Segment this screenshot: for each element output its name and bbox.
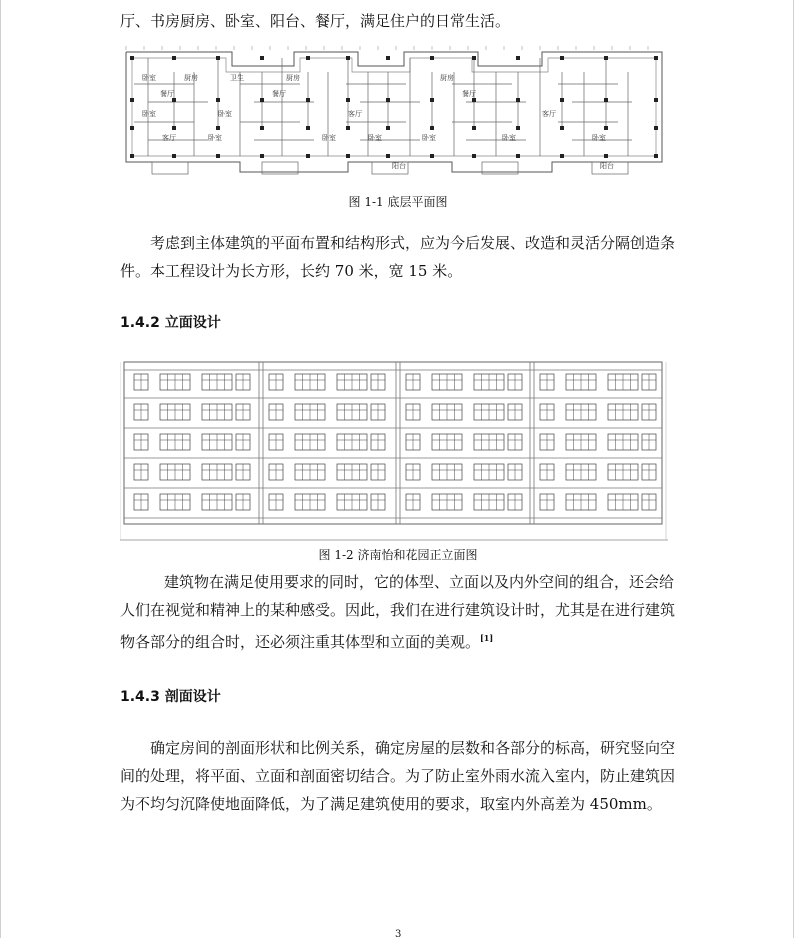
plan-column <box>306 126 310 130</box>
plan-column <box>560 126 564 130</box>
section-heading-1-4-3: 1.4.3 剖面设计 <box>120 689 221 705</box>
intro-text: 厅、书房厨房、卧室、阳台、餐厅，满足住户的日常生活。 <box>120 12 511 30</box>
plan-column <box>346 56 350 60</box>
plan-column <box>560 98 564 102</box>
paragraph-1: 考虑到主体建筑的平面布置和结构形式，应为今后发展、改造和灵活分隔创造条件。本工程设计为长方形，长约 70 米，宽 15 米。 <box>120 234 676 280</box>
paragraph-2-text: 建筑物在满足使用要求的同时，它的体型、立面以及内外空间的组合，还会给人们在视觉和精神上的某种感受。因此，我们在进行建筑设计时，尤其是在进行建筑物各部分的组合时，还必须注重其体型和立面的美观。 <box>120 573 676 651</box>
plan-column <box>172 126 176 130</box>
plan-room-label: 卧室 <box>422 134 436 142</box>
plan-column <box>604 98 608 102</box>
plan-room-label: 卧室 <box>502 134 516 142</box>
figure1-caption: 图 1-1 底层平面图 <box>348 195 448 209</box>
plan-room-label: 阳台 <box>392 162 406 170</box>
plan-room-label: 卧室 <box>368 134 382 142</box>
plan-column <box>306 56 310 60</box>
plan-balcony <box>152 162 188 174</box>
plan-column <box>216 56 220 60</box>
plan-column <box>386 126 390 130</box>
elevation-outline <box>124 362 662 524</box>
plan-column <box>130 56 134 60</box>
plan-room-label: 厨房 <box>184 74 198 82</box>
plan-column <box>130 154 134 158</box>
plan-room-label: 卧室 <box>142 74 156 82</box>
paragraph-2 <box>120 568 680 656</box>
plan-column <box>472 126 476 130</box>
plan-column <box>386 154 390 158</box>
plan-room-label: 餐厅 <box>462 90 476 98</box>
plan-column <box>260 126 264 130</box>
plan-room-label: 客厅 <box>542 110 556 118</box>
plan-column <box>654 126 658 130</box>
plan-room-label: 卫生 <box>230 74 244 82</box>
plan-room-label: 客厅 <box>162 134 176 142</box>
plan-room-label: 卧室 <box>322 134 336 142</box>
plan-column <box>172 56 176 60</box>
plan-column <box>654 98 658 102</box>
plan-column <box>516 98 520 102</box>
plan-column <box>604 126 608 130</box>
plan-column <box>172 154 176 158</box>
plan-room-label: 阳台 <box>600 162 614 170</box>
plan-column <box>472 98 476 102</box>
plan-column <box>130 98 134 102</box>
plan-outline <box>126 52 662 172</box>
plan-column <box>560 56 564 60</box>
plan-room-label: 客厅 <box>348 110 362 118</box>
plan-column <box>386 56 390 60</box>
plan-column <box>260 98 264 102</box>
paragraph-3: 确定房间的剖面形状和比例关系，确定房屋的层数和各部分的标高，研究竖向空间的处理，将平面、立面和剖面密切结合。为了防止室外雨水流入室内，防止建筑因为不均匀沉降使地面降低，为了满足建筑使用的要求，取室内外高差为 450mm。 <box>120 739 676 813</box>
page-edge <box>0 0 1 938</box>
plan-column <box>604 154 608 158</box>
plan-column <box>430 98 434 102</box>
page-number: 3 <box>395 929 402 940</box>
plan-column <box>346 126 350 130</box>
plan-column <box>516 56 520 60</box>
plan-column <box>216 154 220 158</box>
plan-column <box>386 98 390 102</box>
plan-column <box>260 56 264 60</box>
plan-column <box>306 98 310 102</box>
plan-column <box>306 154 310 158</box>
plan-column <box>516 154 520 158</box>
section-heading-1-4-2: 1.4.2 立面设计 <box>120 315 221 331</box>
plan-room-label: 餐厅 <box>160 90 174 98</box>
plan-room-label: 卧室 <box>208 134 222 142</box>
plan-room-label: 卧室 <box>218 110 232 118</box>
plan-room-label: 厨房 <box>440 74 454 82</box>
citation-marker: [1] <box>480 633 494 643</box>
plan-column <box>346 98 350 102</box>
plan-column <box>516 126 520 130</box>
plan-column <box>560 154 564 158</box>
floor-plan-drawing <box>122 44 670 178</box>
figure2-caption: 图 1-2 济南怡和花园正立面图 <box>318 548 478 562</box>
plan-room-label: 卧室 <box>592 134 606 142</box>
page-edge <box>793 0 794 938</box>
plan-column <box>430 154 434 158</box>
plan-column <box>216 98 220 102</box>
plan-column <box>472 154 476 158</box>
plan-room-label: 餐厅 <box>272 90 286 98</box>
plan-column <box>604 56 608 60</box>
plan-room-label: 卧室 <box>142 110 156 118</box>
plan-column <box>216 126 220 130</box>
plan-column <box>130 126 134 130</box>
plan-column <box>654 56 658 60</box>
plan-room-label: 厨房 <box>286 74 300 82</box>
plan-column <box>430 126 434 130</box>
plan-column <box>430 56 434 60</box>
front-elevation-drawing <box>120 356 668 544</box>
plan-column <box>654 154 658 158</box>
plan-column <box>172 98 176 102</box>
plan-column <box>346 154 350 158</box>
plan-column <box>260 154 264 158</box>
plan-column <box>472 56 476 60</box>
